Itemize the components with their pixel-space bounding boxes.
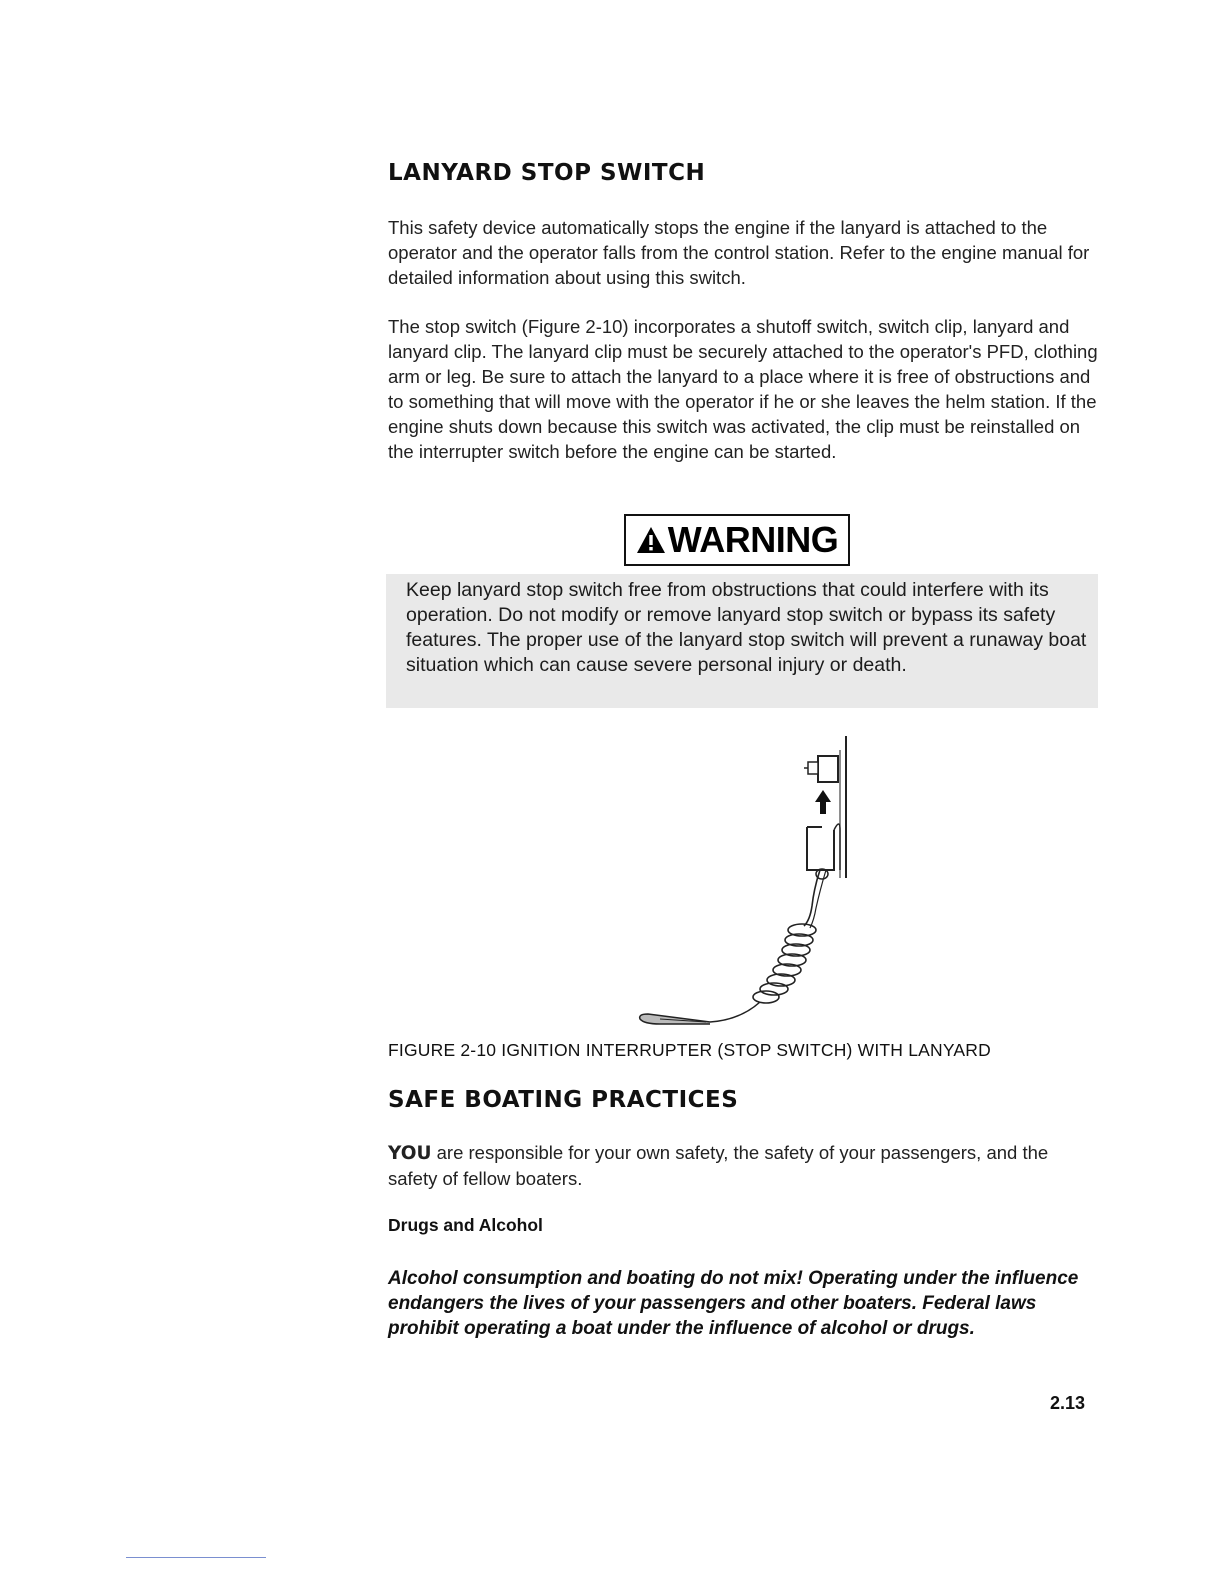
- warning-box: [386, 574, 1098, 708]
- warning-label: [624, 514, 850, 566]
- warning-text: Keep lanyard stop switch free from obstructions that could interfere with its operation. Do not modify or remove lanyard stop switch or bypass its safety features. The proper use of the lanyard stop switch will prevent a runaway boat situation which can cause severe personal injury or death.: [406, 579, 1087, 676]
- stop-switch-drawing: [600, 730, 860, 1030]
- warning-label-text: WARNING: [667, 519, 839, 560]
- you-emphasis: YOU: [388, 1143, 432, 1164]
- stop-switch-description-paragraph: The stop switch (Figure 2-10) incorporates a shutoff switch, switch clip, lanyard and lanyard clip. The lanyard clip must be securely attached to the operator's PFD, clothing arm or leg. Be sure to attach the lanyard to a place where it is free of obstructions and to something that will move with the operator if he or she leaves the helm station. If the engine shuts down because this switch was activated, the clip must be reinstalled on the interrupter switch before the engine can be started.: [388, 316, 1098, 462]
- footer-rule: [126, 1557, 266, 1558]
- page-number: 2.13: [1050, 1393, 1086, 1413]
- lanyard-stop-switch-heading: LANYARD STOP SWITCH: [388, 160, 706, 186]
- responsibility-paragraph: [388, 1140, 1098, 1191]
- figure-caption: FIGURE 2-10 IGNITION INTERRUPTER (STOP SWITCH) WITH LANYARD: [388, 1040, 991, 1060]
- drugs-and-alcohol-subheading: Drugs and Alcohol: [388, 1215, 543, 1235]
- lanyard-stop-switch-illustration: [600, 730, 860, 1035]
- safe-boating-practices-heading: SAFE BOATING PRACTICES: [388, 1087, 739, 1113]
- responsibility-text: are responsible for your own safety, the safety of your passengers, and the safety of fellow boaters.: [388, 1142, 1049, 1189]
- lanyard-intro-paragraph: This safety device automatically stops the engine if the lanyard is attached to the operator and the operator falls from the control station. Refer to the engine manual for detailed information about using this switch.: [388, 217, 1090, 288]
- warning-triangle-icon: [636, 526, 666, 554]
- alcohol-warning-paragraph: Alcohol consumption and boating do not mix! Operating under the influence endangers the lives of your passengers and other boaters. Federal laws prohibit operating a boat under the influence of alcohol or drugs.: [388, 1268, 1079, 1339]
